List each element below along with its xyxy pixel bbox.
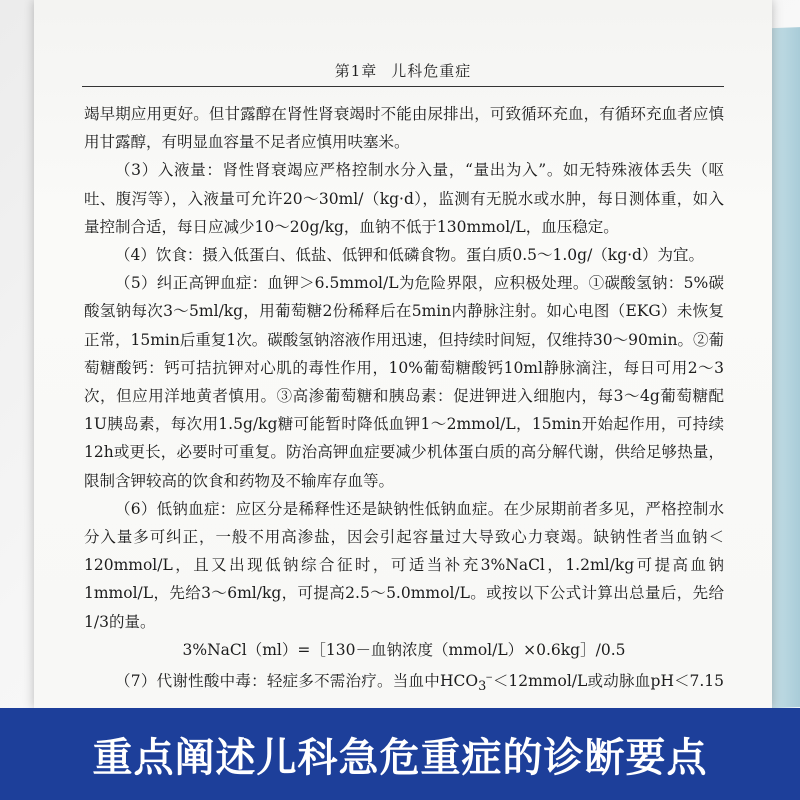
- paragraph-fluid-intake: （3）入液量：肾性肾衰竭应严格控制水分入量，“量出为入”。如无特殊液体丢失（呕吐、腹泻等），入液量可允许20～30ml/（kg·d），监测有无脱水或水肿，每日测体重，如入量控制合适，每日应减少10～20g/kg，血钠不低于130mmol/L，血压稳定。: [84, 161, 724, 236]
- paragraph-acidosis: [84, 664, 724, 708]
- banner-text: 重点阐述儿科急危重症的诊断要点: [92, 734, 708, 781]
- promo-banner: [0, 708, 800, 800]
- paragraph-continuation: 竭早期应用更好。但甘露醇在肾性肾衰竭时不能由尿排出，可致循环充血，有循环充血者应慎用甘露醇，有明显血容量不足者应慎用呋塞米。: [84, 105, 724, 152]
- chapter-title: 儿科危重症: [391, 62, 472, 80]
- nacl-formula: 3%NaCl（ml）=［130－血钠浓度（mmol/L）×0.6kg］/0.5: [182, 640, 626, 659]
- acidosis-text-a: （7）代谢性酸中毒：轻症多不需治疗。当血中HCO: [115, 672, 479, 691]
- chapter-number: 第1章: [334, 62, 378, 80]
- paragraph-diet: （4）饮食：摄入低蛋白、低盐、低钾和低磷食物。蛋白质0.5～1.0g/（kg·d）为宜。: [115, 246, 704, 265]
- hco3-charge: −: [485, 673, 493, 684]
- hco3-subscript: 3: [478, 679, 487, 695]
- body-text: [84, 100, 724, 708]
- paragraph-hyperkalemia: （5）纠正高钾血症：血钾＞6.5mmol/L为危险界限，应积极处理。①碳酸氢钠：5%碳酸氢钠每次3～5ml/kg，用葡萄糖2份稀释后在5min内静脉注射。如心电图（EKG）未恢复正常，15min后重复1次。碳酸氢钠溶液作用迅速，但持续时间短，仅维持30～90min。②葡萄糖酸钙：钙可拮抗钾对心肌的毒性作用，10%葡萄糖酸钙10ml静脉滴注，每日可用2～3次，但应用洋地黄者慎用。③高渗葡萄糖和胰岛素：促进钾进入细胞内，每3～4g葡萄糖配1U胰岛素，每次用1.5g/kg糖可能暂时降低血钾1～2mmol/L，15min开始起作用，可持续12h或更长，必要时可重复。防治高钾血症要减少机体蛋白质的高分解代谢，供给足够热量，限制含钾较高的饮食和药物及不输库存血等。: [84, 274, 724, 490]
- acidosis-text-b: ＜12mmol/L或动脉血pH＜7.15: [492, 672, 724, 691]
- paragraph-hyponatremia: （6）低钠血症：应区分是稀释性还是缺钠性低钠血症。在少尿期前者多见，严格控制水分入量多可纠正，一般不用高渗盐，因会引起容量过大导致心力衰竭。缺钠性者当血钠＜120mmol/L，且又出现低钠综合征时，可适当补充3%NaCl，1.2ml/kg可提高血钠1mmol/L，先给3～6ml/kg，可提高2.5～5.0mmol/L。或按以下公式计算出总量后，先给1/3的量。: [84, 499, 724, 631]
- book-page: [34, 0, 772, 708]
- running-header: [82, 60, 724, 87]
